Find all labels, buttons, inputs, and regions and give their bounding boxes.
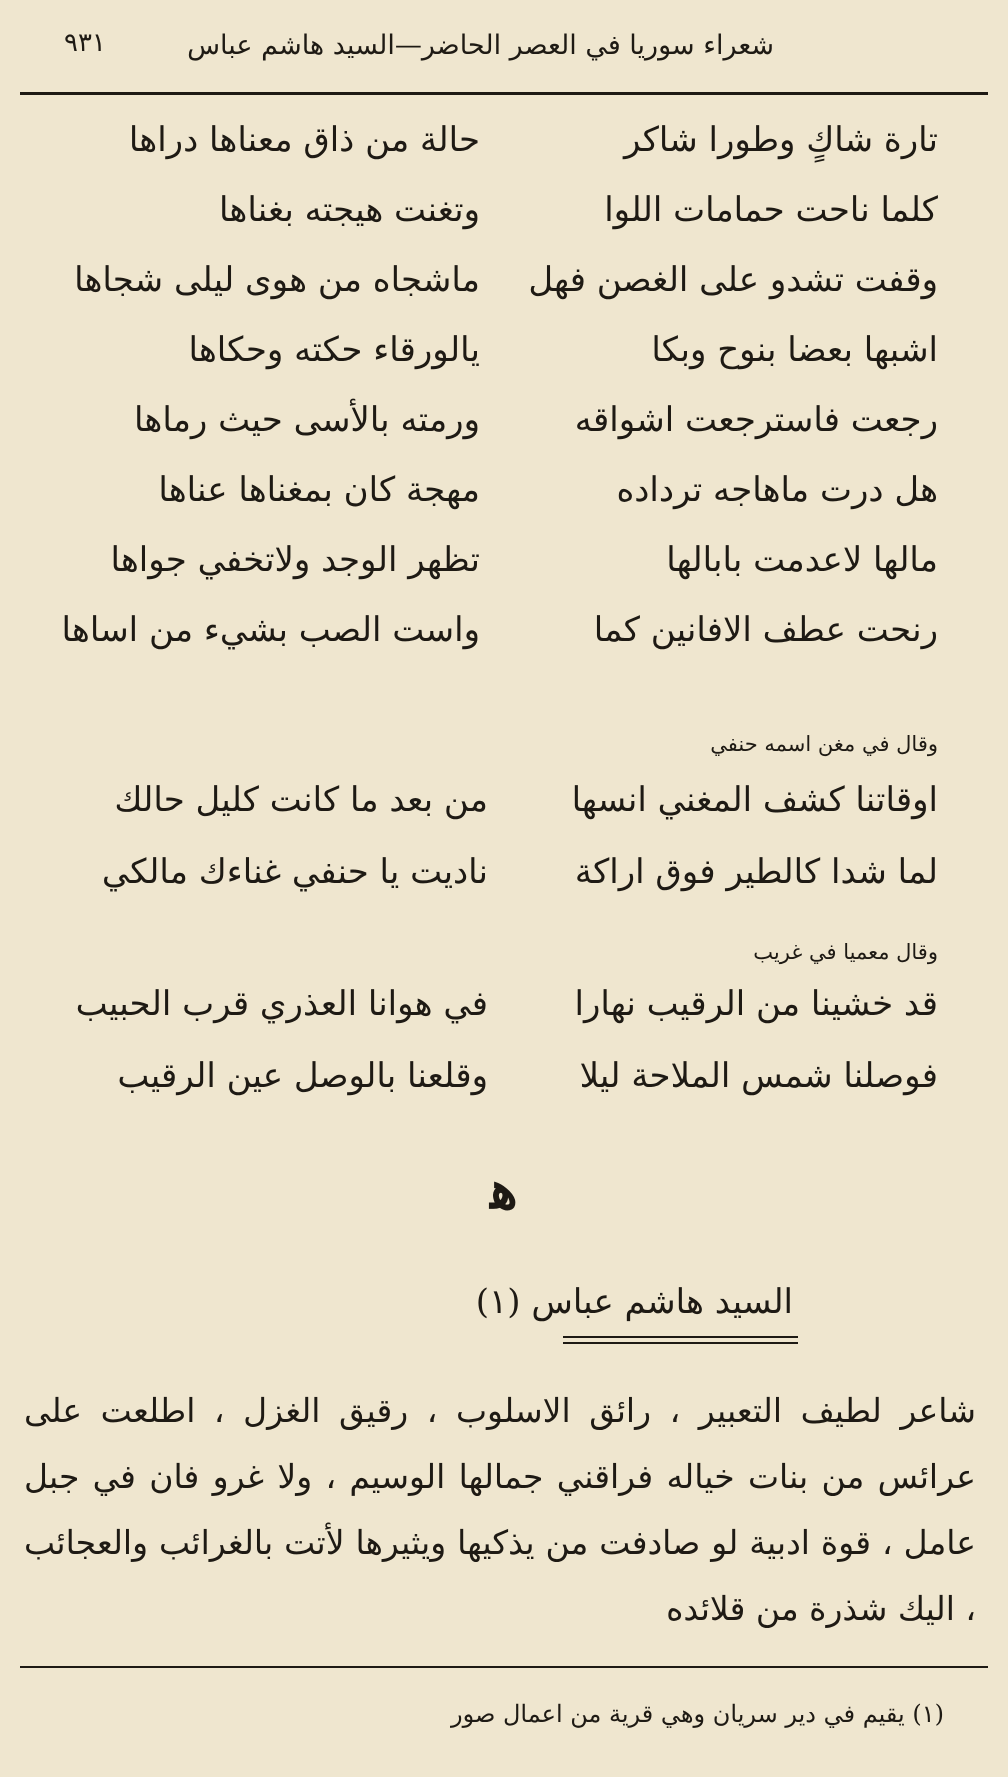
verse: [0, 400, 1008, 470]
second-hemistich: حالة من ذاق معناها دراها: [128, 120, 480, 160]
first-hemistich: اوقاتنا كشف المغني انسها: [571, 780, 938, 820]
verse: [0, 190, 1008, 260]
section-title: السيد هاشم عباس (١): [475, 1282, 793, 1322]
first-hemistich: رجعت فاسترجعت اشواقه: [574, 400, 938, 440]
verse: [0, 260, 1008, 330]
second-hemistich: ناديت يا حنفي غناءك مالكي: [101, 852, 488, 892]
header-rule: [20, 92, 988, 95]
first-hemistich: هل درت ماهاجه ترداده: [616, 470, 938, 510]
page-header: [24, 22, 984, 72]
verse: [0, 470, 1008, 540]
page-number: ٩٣١: [64, 28, 106, 58]
second-hemistich: وتغنت هيجته بغناها: [219, 190, 480, 230]
poem-intro: وقال معميا في غريب: [753, 940, 938, 964]
footnote: (١) يقيم في دير سريان وهي قرية من اعمال صور: [451, 1700, 944, 1728]
verse: [0, 852, 1008, 922]
second-hemistich: تظهر الوجد ولاتخفي جواها: [110, 540, 480, 580]
title-underline: [563, 1342, 798, 1344]
title-underline: [563, 1336, 798, 1338]
second-hemistich: واست الصب بشيء من اساها: [61, 610, 480, 650]
first-hemistich: كلما ناحت حمامات اللوا: [604, 190, 938, 230]
verse: [0, 330, 1008, 400]
section-ornament: ﻫ: [490, 1160, 518, 1221]
verse: [0, 610, 1008, 680]
first-hemistich: تارة شاكٍ وطورا شاكر: [623, 120, 938, 160]
first-hemistich: رنحت عطف الافانين كما: [593, 610, 938, 650]
poem-intro: وقال في مغن اسمه حنفي: [710, 732, 938, 756]
second-hemistich: وقلعنا بالوصل عين الرقيب: [117, 1056, 488, 1096]
verse: [0, 1056, 1008, 1126]
first-hemistich: لما شدا كالطير فوق اراكة: [574, 852, 938, 892]
first-hemistich: فوصلنا شمس الملاحة ليلا: [579, 1056, 938, 1096]
second-hemistich: من بعد ما كانت كليل حالك: [114, 780, 488, 820]
biography-paragraph: شاعر لطيف التعبير ، رائق الاسلوب ، رقيق الغزل ، اطلعت على عرائس من بنات خياله فراقني جمالها الوسيم ، ولا غرو فان في جبل عامل ، قوة ادبية لو صادفت من يذكيها ويثيرها لأتت بالغرائب والعجائب ، اليك شذرة من قلائده: [24, 1391, 976, 1628]
running-title: شعراء سوريا في العصر الحاضر—السيد هاشم عباس: [187, 30, 774, 61]
second-hemistich: ورمته بالأسى حيث رماها: [134, 400, 480, 440]
second-hemistich: في هوانا العذري قرب الحبيب: [75, 984, 488, 1024]
verse: [0, 780, 1008, 850]
first-hemistich: مالها لاعدمت بابالها: [666, 540, 938, 580]
verse: [0, 984, 1008, 1054]
second-hemistich: مهجة كان بمغناها عناها: [158, 470, 480, 510]
second-hemistich: يالورقاء حكته وحكاها: [188, 330, 480, 370]
first-hemistich: قد خشينا من الرقيب نهارا: [574, 984, 938, 1024]
verse: [0, 540, 1008, 610]
verse: [0, 120, 1008, 190]
footnote-rule: [20, 1666, 988, 1668]
second-hemistich: ماشجاه من هوى ليلى شجاها: [74, 260, 480, 300]
first-hemistich: وقفت تشدو على الغصن فهل: [528, 260, 938, 300]
first-hemistich: اشبها بعضا بنوح وبكا: [651, 330, 938, 370]
